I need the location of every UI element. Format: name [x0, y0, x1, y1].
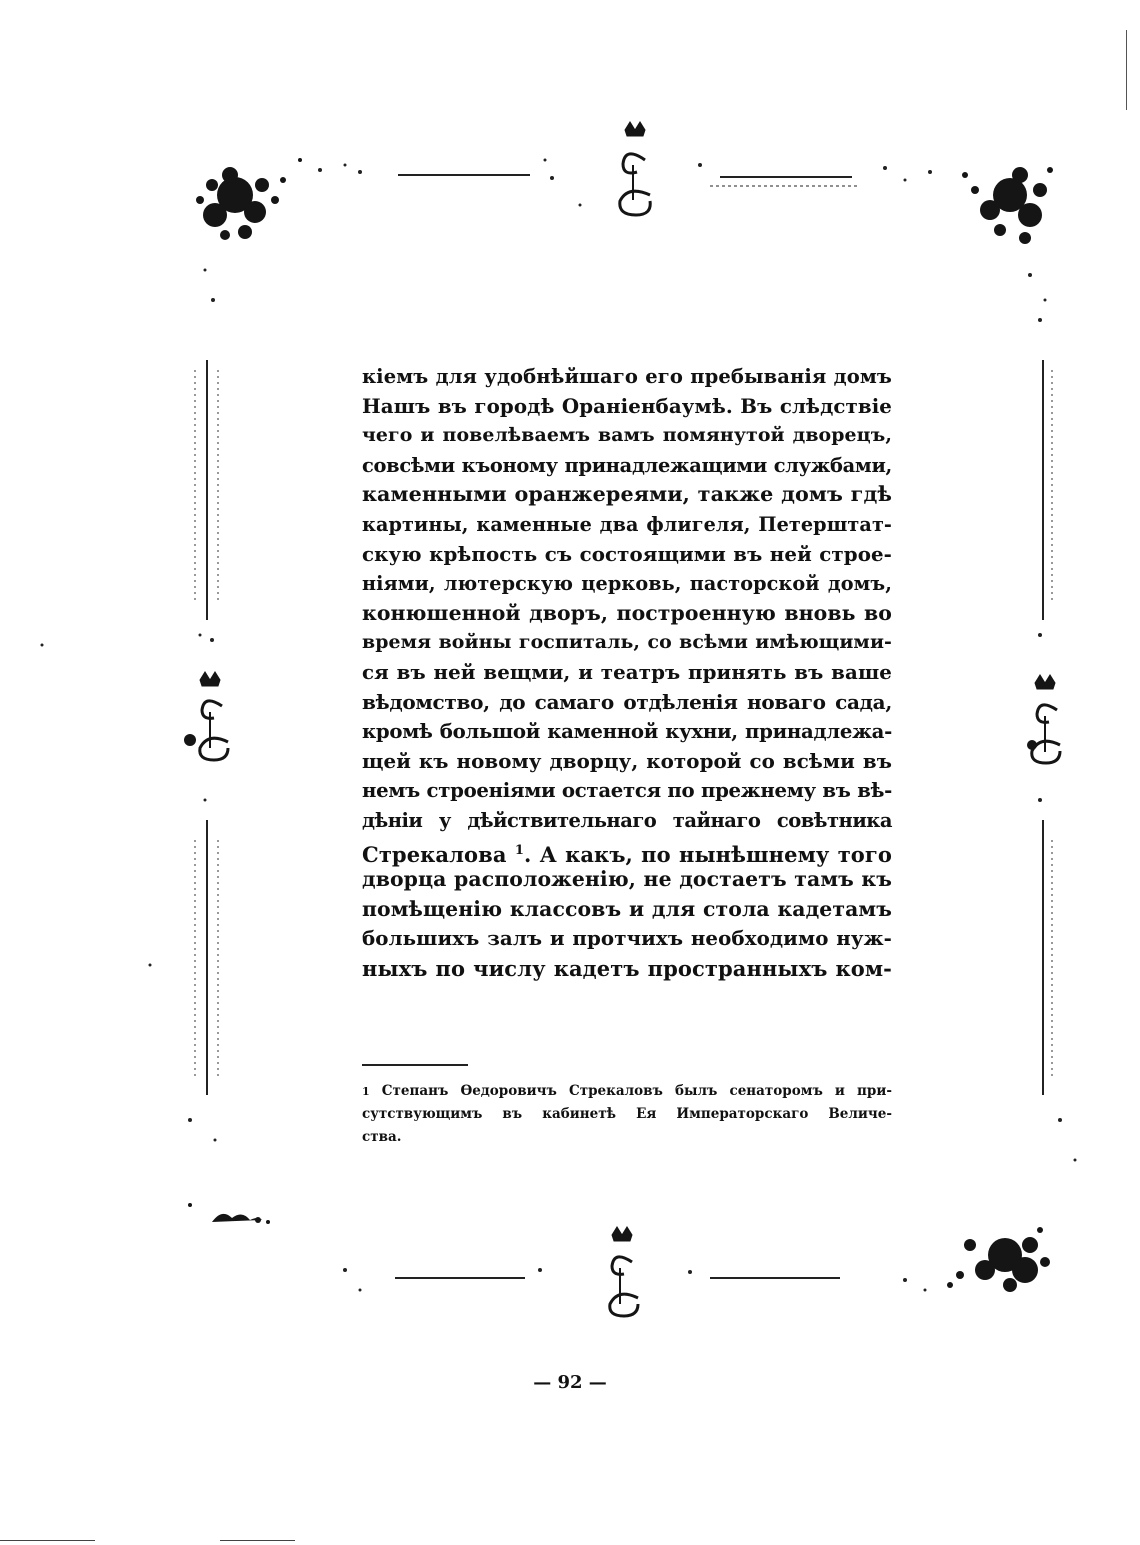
text-line: ся въ ней вещми, и театръ принять въ ваше: [362, 659, 892, 684]
crown-monogram-icon: [184, 672, 228, 760]
floral-corner-icon: [947, 1227, 1050, 1292]
text-line: щей къ новому дворцу, которой со всѣми въ: [362, 748, 892, 773]
text-line: Нашъ въ городѣ Ораніенбаумѣ. Въ слѣдствіе: [362, 393, 892, 418]
footnote-line: сутствующимъ въ кабинетѣ Ея Императорскаго Величе-: [362, 1106, 892, 1122]
text-segment: Стрекалова: [362, 841, 507, 867]
floral-corner-icon: [196, 158, 302, 240]
footnote-line: ства.: [362, 1129, 402, 1145]
text-line: дворца расположенію, не достаетъ тамъ къ: [362, 867, 892, 892]
text-line: ныхъ по числу кадетъ пространныхъ ком-: [362, 955, 892, 981]
text-line: время войны госпиталь, со всѣми имѣющими-: [362, 631, 892, 654]
text-line: ніями, лютерскую церковь, пасторской домъ,: [362, 572, 892, 596]
scan-edge-mark: [1126, 30, 1127, 110]
text-line: совсѣми къоному принадлежащими службами,: [362, 453, 892, 477]
body-text: [362, 362, 892, 983]
text-line: вѣдомство, до самаго отдѣленія новаго сада,: [362, 689, 892, 714]
text-line: кіемъ для удобнѣйшаго его пребыванія домъ: [362, 365, 892, 388]
crown-monogram-icon: [1027, 675, 1060, 763]
text-line: большихъ залъ и протчихъ необходимо нуж-: [362, 926, 892, 951]
text-line: конюшенной дворъ, построенную вновь во: [362, 600, 892, 625]
footnote-rule: [362, 1064, 468, 1066]
scan-edge-mark: [220, 1540, 295, 1541]
text-line: скую крѣпость съ состоящими въ ней строе-: [362, 541, 892, 566]
text-line: дѣніи у дѣйствительнаго тайнаго совѣтника: [362, 808, 892, 832]
text-line: помѣщенію классовъ и для стола кадетамъ: [362, 896, 892, 921]
scan-edge-mark: [0, 1540, 95, 1541]
page-number: — 92 —: [533, 1372, 607, 1393]
footnote: [362, 1080, 892, 1149]
text-line: чего и повелѣваемъ вамъ помянутой дворецъ,: [362, 424, 892, 447]
text-line: каменными оранжереями, также домъ гдѣ: [362, 482, 892, 507]
text-line: немъ строеніями остается по прежнему въ вѣ-: [362, 779, 892, 803]
crown-monogram-icon: [620, 122, 650, 215]
floral-corner-icon: [188, 1203, 270, 1224]
footnote-marker: 1: [362, 1085, 370, 1098]
floral-corner-icon: [962, 167, 1053, 244]
text-line: картины, каменные два флигеля, Петерштат-: [362, 512, 892, 536]
text-line: кромѣ большой каменной кухни, принадлежа-: [362, 720, 892, 744]
text-line-with-footnote-ref: [362, 836, 892, 866]
footnote-reference: 1: [514, 842, 524, 858]
crown-monogram-icon: [610, 1227, 638, 1316]
text-segment: . А какъ, по нынѣшнему того: [523, 841, 892, 867]
footnote-text: Степанъ Ѳедоровичъ Стрекаловъ былъ сенаторомъ и при-: [381, 1083, 892, 1099]
footnote-line: [362, 1080, 892, 1103]
